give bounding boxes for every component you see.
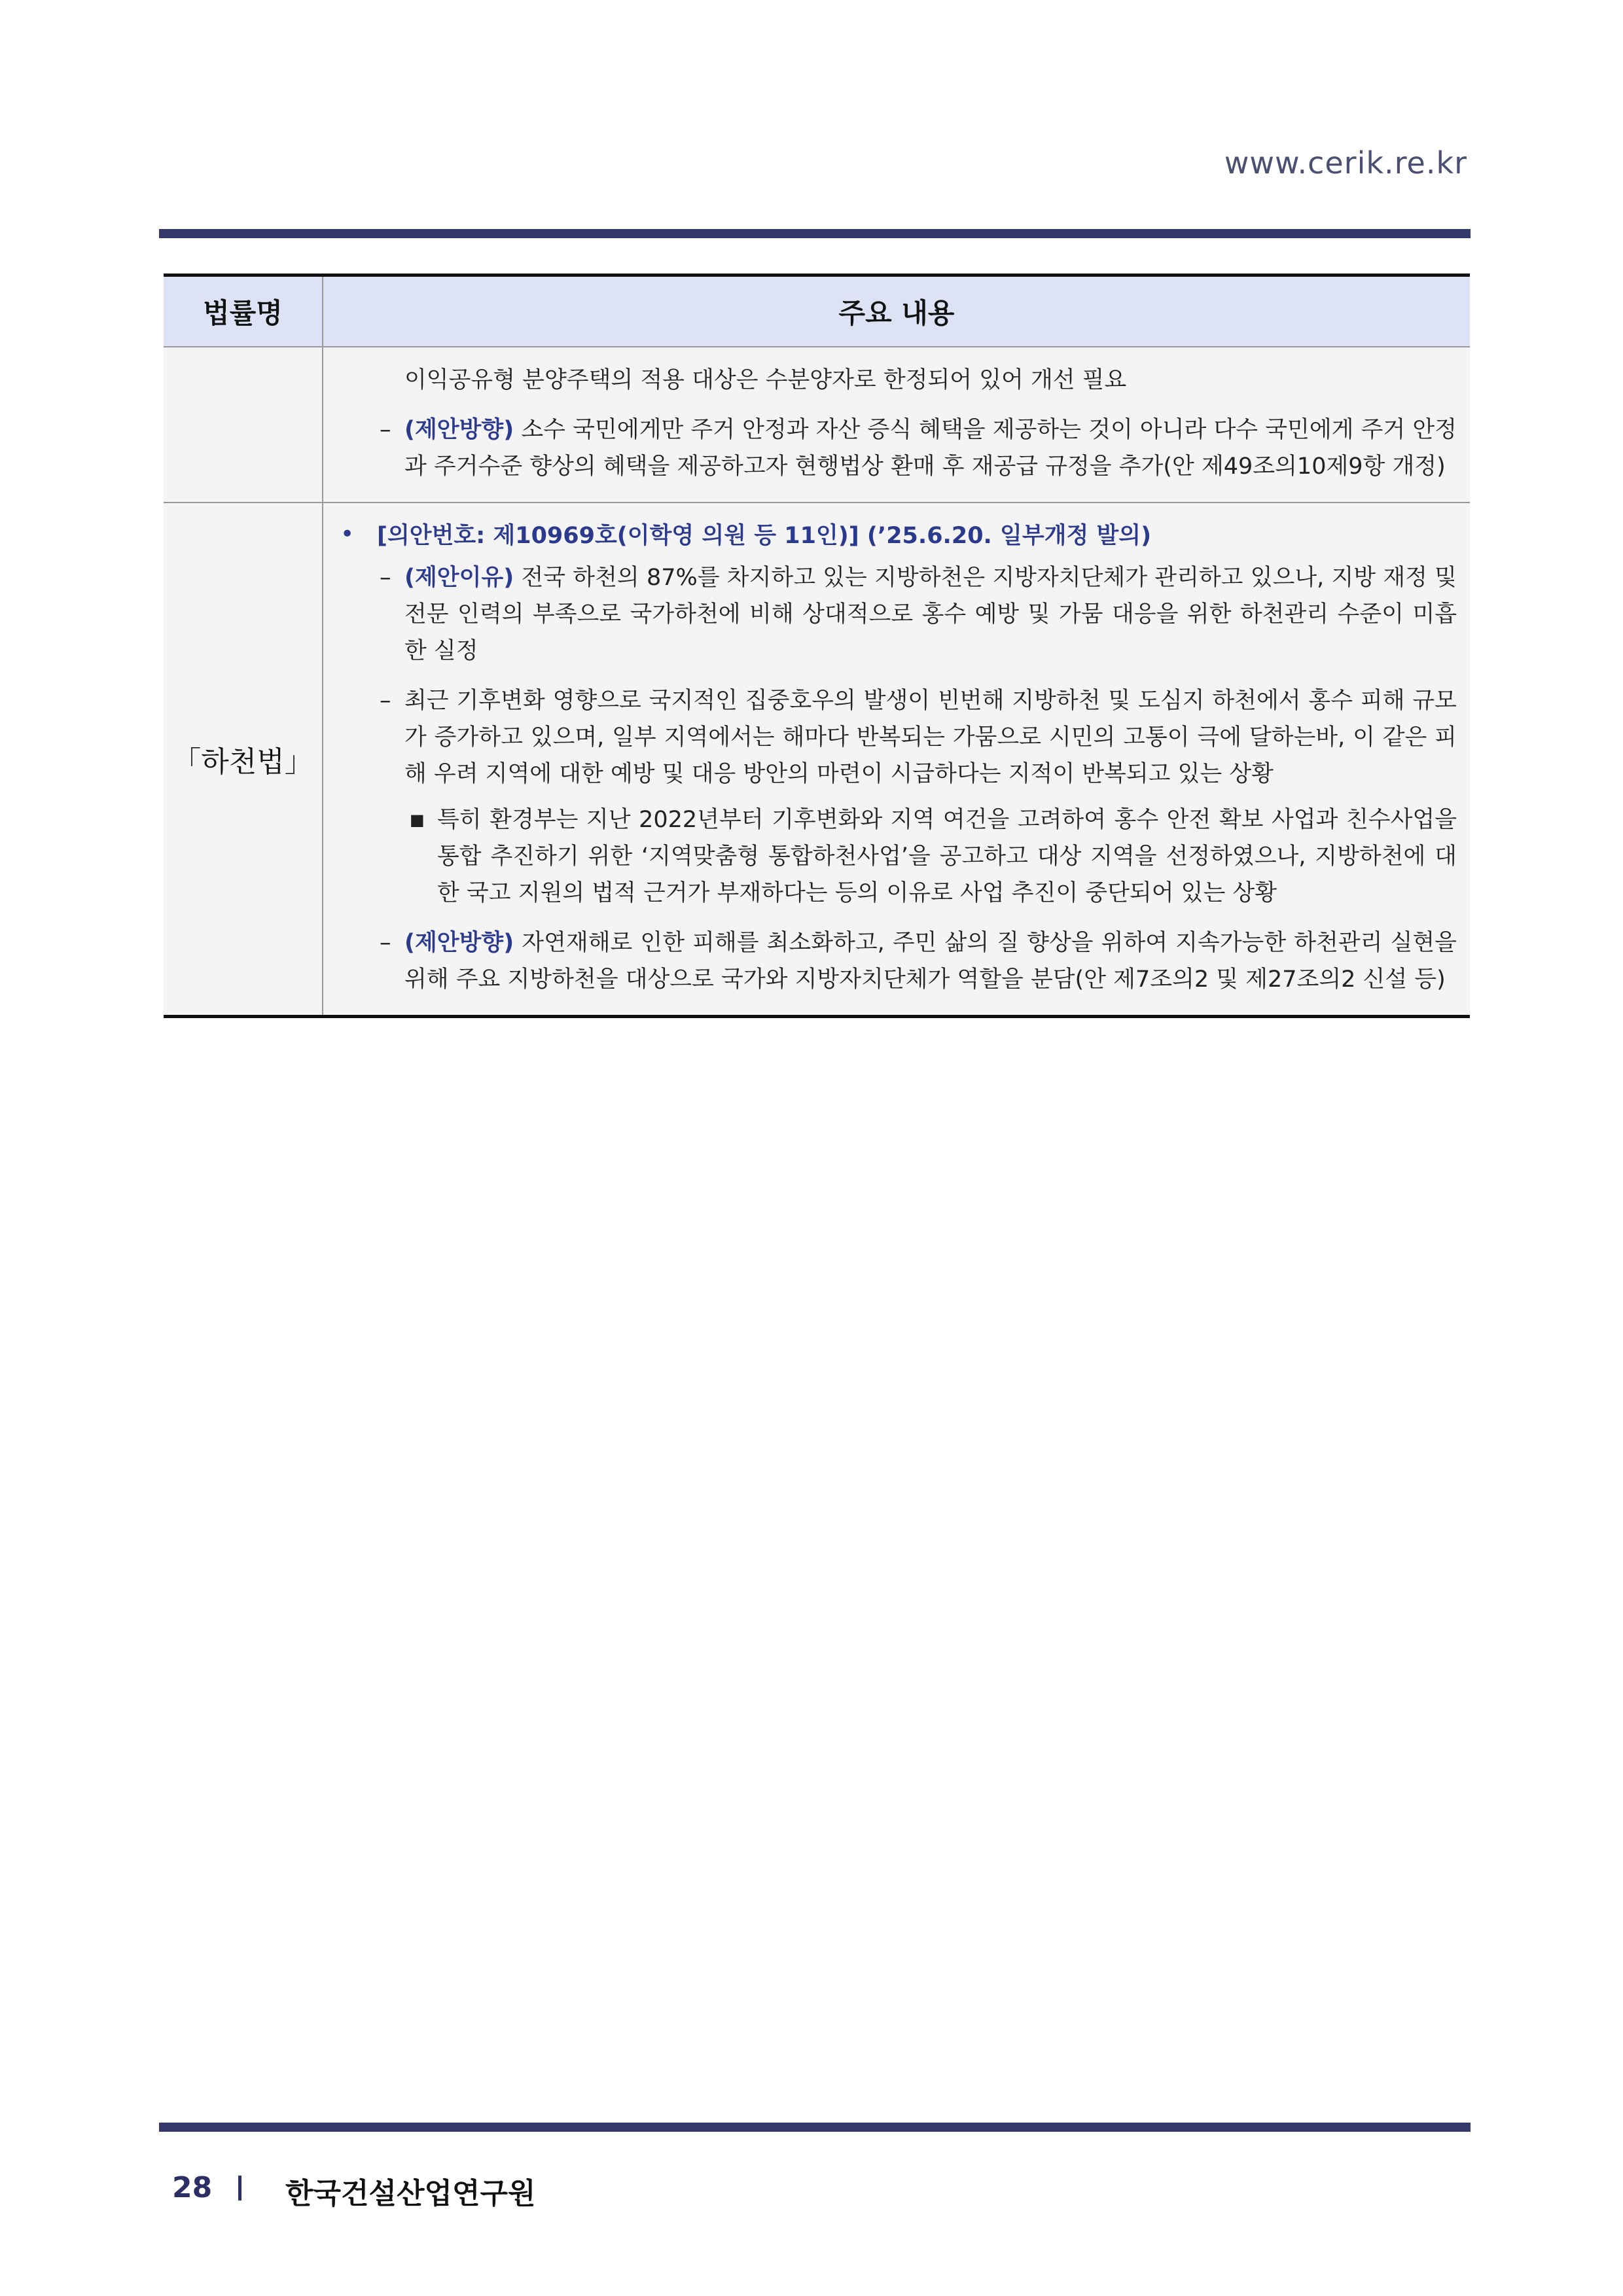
table-row <box>164 347 1470 503</box>
header-main-content: 주요 내용 <box>323 275 1470 347</box>
law-name-cell <box>164 347 323 503</box>
organization-name: 한국건설산업연구원 <box>285 2177 536 2210</box>
dash-text: 전국 하천의 87%를 차지하고 있는 지방하천은 지방자치단체가 관리하고 있으나, 지방 재정 및 전문 인력의 부족으로 국가하천에 비해 상대적으로 홍수 예방 및 가뭄 대응을 위한 하천관리 수준이 미흡한 실정 <box>404 565 1457 664</box>
content-cell <box>323 503 1470 1017</box>
page-number: 28 <box>172 2171 213 2204</box>
bottom-rule <box>159 2123 1471 2132</box>
dash-text: 소수 국민에게만 주거 안정과 자산 증식 혜택을 제공하는 것이 아니라 다수 국민에게 주거 안정과 주거수준 향상의 혜택을 제공하고자 현행법상 환매 후 재공급 규정을 추가(안 제49조의10제9항 개정) <box>404 417 1457 480</box>
dash-item <box>323 559 1457 669</box>
continued-text: 이익공유형 분양주택의 적용 대상은 수분양자로 한정되어 있어 개선 필요 <box>404 367 1127 393</box>
dash-item <box>323 925 1457 998</box>
square-bullet-item <box>323 802 1457 911</box>
proposal-direction-tag: (제안방향) <box>404 930 514 956</box>
dash-mark: – <box>380 688 391 714</box>
bill-bullet <box>323 518 1457 554</box>
dash-text: 최근 기후변화 영향으로 국지적인 집중호우의 발생이 빈번해 지방하천 및 도심지 하천에서 홍수 피해 규모가 증가하고 있으며, 일부 지역에서는 해마다 반복되는 가뭄으로 시민의 고통이 극에 달하는바, 이 같은 피해 우려 지역에 대한 예방 및 대응 방안의 마련이 시급하다는 지적이 반복되고 있는 상황 <box>404 688 1457 787</box>
site-url[interactable]: www.cerik.re.kr <box>1224 145 1467 181</box>
law-name-cell: 「하천법」 <box>164 503 323 1017</box>
bill-number: [의안번호: 제10969호(이학영 의원 등 11인)] (’25.6.20. 일부개정 발의) <box>377 523 1152 549</box>
header-law-name: 법률명 <box>164 275 323 347</box>
bullet-mark: • <box>340 521 355 548</box>
dash-text: 자연재해로 인한 피해를 최소화하고, 주민 삶의 질 향상을 위하여 지속가능한 하천관리 실현을 위해 주요 지방하천을 대상으로 국가와 지방자치단체가 역할을 분담(안 제7조의2 및 제27조의2 신설 등) <box>404 930 1457 993</box>
footer-separator <box>238 2176 241 2200</box>
law-table <box>164 274 1470 1018</box>
table-row <box>164 503 1470 1017</box>
dash-mark: – <box>380 417 391 443</box>
dash-mark: – <box>380 565 391 591</box>
dash-item <box>323 682 1457 792</box>
proposal-direction-tag: (제안방향) <box>404 417 514 443</box>
dash-item <box>323 412 1457 485</box>
square-bullet-mark: ■ <box>410 811 425 829</box>
dash-mark: – <box>380 930 391 956</box>
top-rule <box>159 229 1471 238</box>
content-cell <box>323 347 1470 503</box>
square-bullet-text: 특히 환경부는 지난 2022년부터 기후변화와 지역 여건을 고려하여 홍수 안전 확보 사업과 친수사업을 통합 추진하기 위한 ‘지역맞춤형 통합하천사업’을 공고하고 대상 지역을 선정하였으나, 지방하천에 대한 국고 지원의 법적 근거가 부재하다는 등의 이유로 사업 추진이 중단되어 있는 상황 <box>437 807 1457 906</box>
proposal-reason-tag: (제안이유) <box>404 565 514 591</box>
table-header-row <box>164 275 1470 347</box>
